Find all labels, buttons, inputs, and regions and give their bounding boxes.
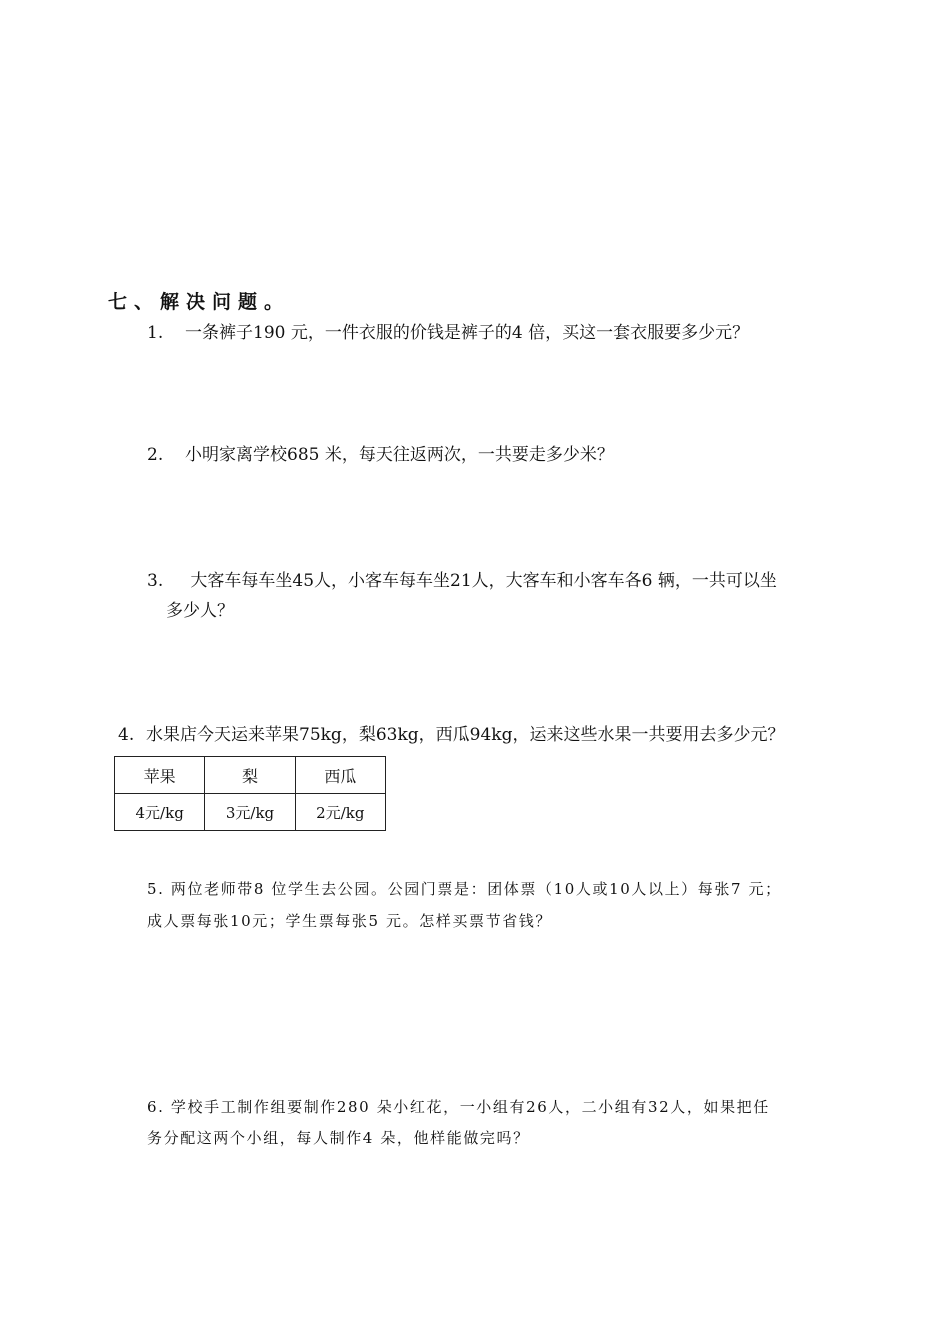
question-5 [147,878,782,900]
question-5-line2: 成人票每张10元；学生票每张5 元。怎样买票节省钱？ [147,912,553,930]
price-pear: 3元/kg [205,794,295,831]
question-text: 一条裤子190 元，一件衣服的价钱是裤子的4 倍，买这一套衣服要多少元？ [185,323,750,343]
fruit-apple: 苹果 [115,757,205,794]
price-apple: 4元/kg [115,794,205,831]
price-table [114,756,386,831]
question-number: 2. [147,445,164,465]
question-text: 小明家离学校685 米，每天往返两次，一共要走多少米？ [185,445,614,465]
question-number: 3. [147,571,164,591]
price-watermelon: 2元/kg [295,794,385,831]
question-2 [147,442,614,468]
question-text-line1: 两位老师带8 位学生去公园。公园门票是：团体票（10人或10人以上）每张7 元； [170,880,782,898]
question-text-line1: 大客车每车坐45人，小客车每车坐21人，大客车和小客车各6 辆，一共可以坐 [185,571,777,591]
question-3 [147,568,777,594]
question-number: 6. [147,1098,165,1116]
fruit-watermelon: 西瓜 [295,757,385,794]
question-3-line2: 多少人？ [166,601,234,621]
fruit-pear: 梨 [205,757,295,794]
question-number: 4. [118,725,135,745]
price-table-header-row [115,757,386,794]
question-4 [118,722,784,748]
question-6 [147,1096,770,1118]
question-number: 1. [147,323,164,343]
section-title: 七、解决问题。 [108,291,291,313]
question-1 [147,320,749,346]
question-text: 水果店今天运来苹果75kg，梨63kg，西瓜94kg，运来这些水果一共要用去多少元？ [146,725,785,745]
question-number: 5. [147,880,165,898]
question-text-line1: 学校手工制作组要制作280 朵小红花，一小组有26人，二小组有32人，如果把任 [170,1098,770,1116]
price-table-values-row [115,794,386,831]
question-6-line2: 务分配这两个小组，每人制作4 朵，他样能做完吗？ [147,1129,530,1147]
